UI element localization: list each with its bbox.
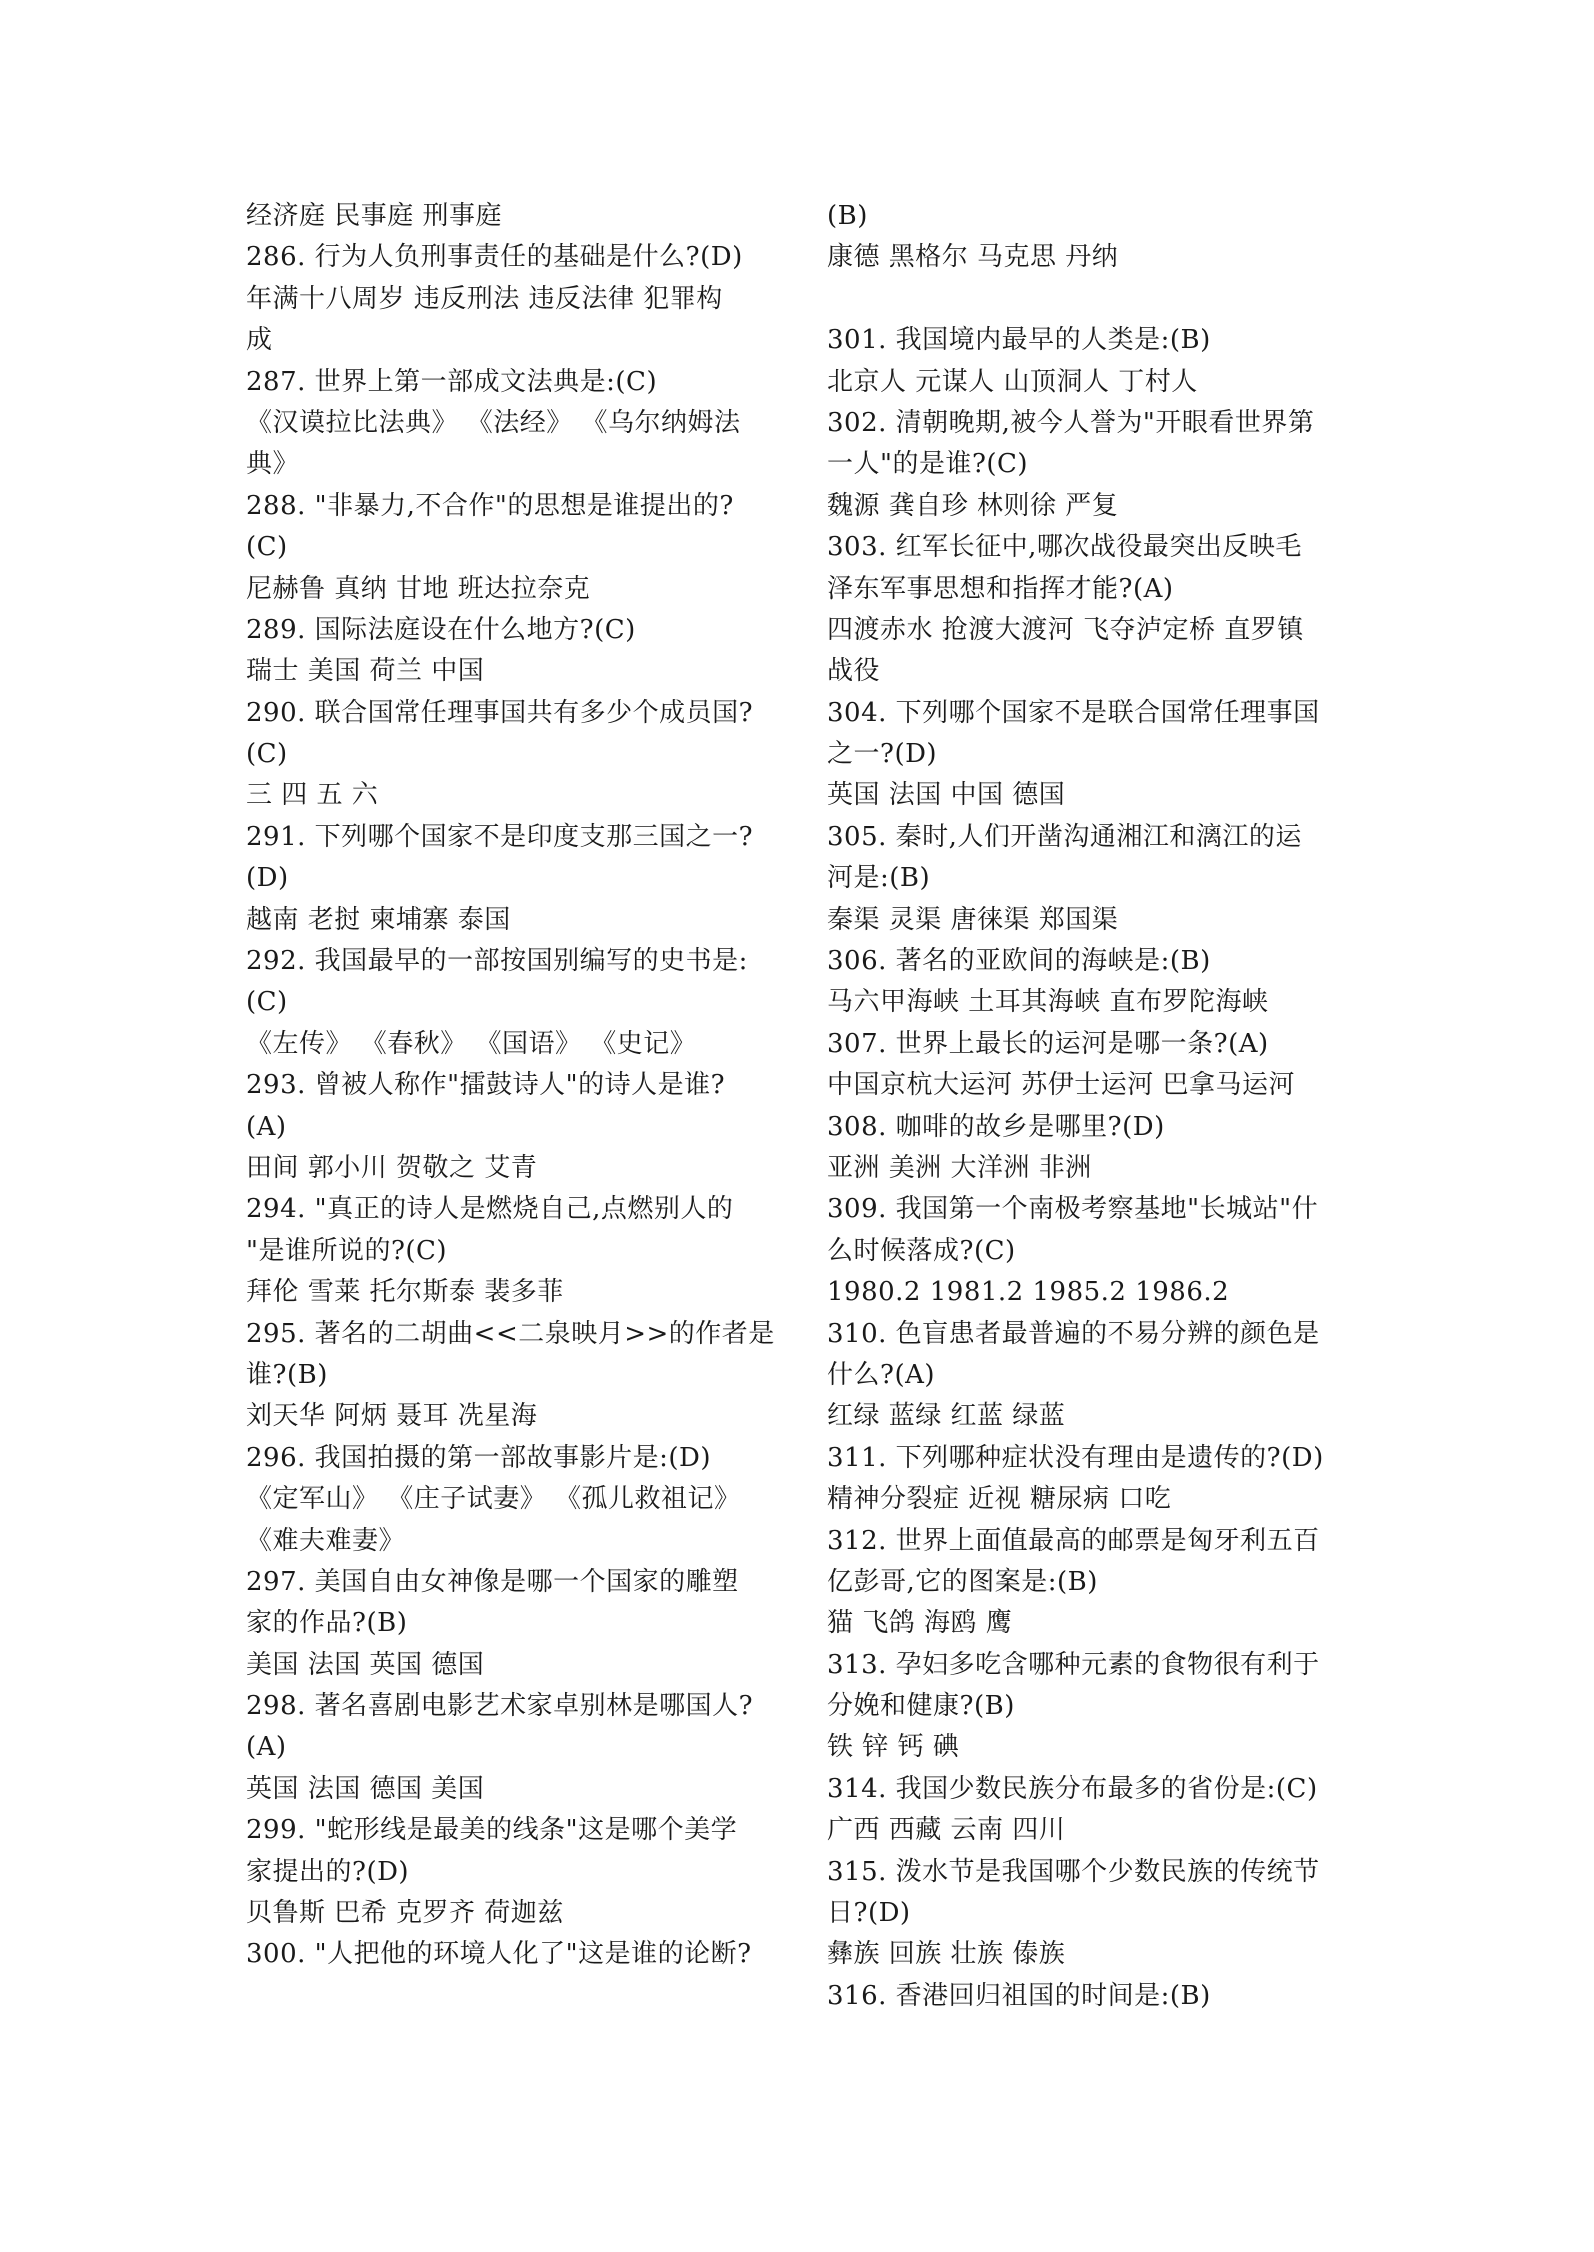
text-line: 田间 郭小川 贺敬之 艾青: [246, 1152, 538, 1183]
text-line: 刘天华 阿炳 聂耳 冼星海: [246, 1401, 538, 1432]
text-line: 么时候落成?(C): [827, 1235, 1016, 1266]
text-line: 战役: [827, 656, 881, 687]
text-line: 297. 美国自由女神像是哪一个国家的雕塑: [246, 1566, 739, 1597]
text-line: 经济庭 民事庭 刑事庭: [246, 201, 503, 231]
text-line: (C): [246, 739, 288, 770]
text-line: 英国 法国 中国 德国: [827, 780, 1066, 811]
text-line: 293. 曾被人称作"擂鼓诗人"的诗人是谁?: [246, 1070, 726, 1101]
text-line: 1980.2 1981.2 1985.2 1986.2: [827, 1277, 1230, 1308]
text-line: 295. 著名的二胡曲<<二泉映月>>的作者是: [246, 1318, 775, 1349]
text-line: (D): [246, 863, 289, 894]
text-line: 尼赫鲁 真纳 甘地 班达拉奈克: [246, 573, 591, 604]
text-line: 307. 世界上最长的运河是哪一条?(A): [827, 1028, 1269, 1059]
text-line: [827, 279, 1387, 320]
text-line: 《左传》 《春秋》 《国语》 《史记》: [246, 1028, 697, 1059]
text-line: 299. "蛇形线是最美的线条"这是哪个美学: [246, 1815, 738, 1846]
text-line: 红绿 蓝绿 红蓝 绿蓝: [827, 1401, 1066, 1432]
text-line: 典》: [246, 449, 300, 480]
text-line: 291. 下列哪个国家不是印度支那三国之一?: [246, 821, 754, 852]
text-line: 313. 孕妇多吃含哪种元素的食物很有利于: [827, 1649, 1320, 1680]
text-line: 306. 著名的亚欧间的海峡是:(B): [827, 946, 1211, 977]
text-line: 292. 我国最早的一部按国别编写的史书是:: [246, 946, 748, 977]
text-line: 三 四 五 六: [246, 780, 379, 811]
text-line: 《难夫难妻》: [246, 1525, 406, 1556]
text-line: 精神分裂症 近视 糖尿病 口吃: [827, 1484, 1172, 1515]
text-line: 谁?(B): [246, 1359, 328, 1390]
text-line: 288. "非暴力,不合作"的思想是谁提出的?: [246, 490, 734, 521]
text-line: 310. 色盲患者最普遍的不易分辨的颜色是: [827, 1318, 1320, 1349]
text-line: 301. 我国境内最早的人类是:(B): [827, 325, 1211, 356]
text-line: 之一?(D): [827, 739, 938, 770]
text-line: 分娩和健康?(B): [827, 1691, 1015, 1722]
text-line: 287. 世界上第一部成文法典是:(C): [246, 366, 658, 397]
text-line: 304. 下列哪个国家不是联合国常任理事国: [827, 697, 1320, 728]
text-line: 英国 法国 德国 美国: [246, 1773, 485, 1804]
text-line: 《汉谟拉比法典》 《法经》 《乌尔纳姆法: [246, 407, 741, 438]
text-line: 猫 飞鸽 海鸥 鹰: [827, 1608, 1013, 1639]
text-line: (B): [827, 201, 868, 231]
text-line: 成: [246, 325, 273, 356]
text-line: 312. 世界上面值最高的邮票是匈牙利五百: [827, 1525, 1320, 1556]
right-column: [827, 196, 1387, 2017]
text-line: (C): [246, 532, 288, 563]
text-line: 亿彭哥,它的图案是:(B): [827, 1566, 1098, 1597]
text-line: 家的作品?(B): [246, 1608, 408, 1639]
text-line: 305. 秦时,人们开凿沟通湘江和漓江的运: [827, 821, 1302, 852]
text-line: 一人"的是谁?(C): [827, 449, 1029, 480]
text-line: 316. 香港回归祖国的时间是:(B): [827, 1980, 1211, 2011]
text-line: 308. 咖啡的故乡是哪里?(D): [827, 1111, 1165, 1142]
text-line: 马六甲海峡 土耳其海峡 直布罗陀海峡: [827, 987, 1269, 1018]
text-line: 300. "人把他的环境人化了"这是谁的论断?: [246, 1939, 752, 1970]
text-line: 294. "真正的诗人是燃烧自己,点燃别人的: [246, 1194, 734, 1225]
text-line: "是谁所说的?(C): [246, 1235, 448, 1266]
text-line: 美国 法国 英国 德国: [246, 1649, 485, 1680]
left-column: [246, 196, 806, 1976]
text-line: 铁 锌 钙 碘: [827, 1732, 960, 1763]
text-line: 拜伦 雪莱 托尔斯泰 裴多菲: [246, 1277, 564, 1308]
text-line: 296. 我国拍摄的第一部故事影片是:(D): [246, 1442, 712, 1473]
text-line: 四渡赤水 抢渡大渡河 飞夺泸定桥 直罗镇: [827, 614, 1304, 645]
text-line: 彝族 回族 壮族 傣族: [827, 1939, 1066, 1970]
text-line: 魏源 龚自珍 林则徐 严复: [827, 490, 1119, 521]
text-line: 北京人 元谋人 山顶洞人 丁村人: [827, 366, 1198, 397]
text-line: 311. 下列哪种症状没有理由是遗传的?(D): [827, 1442, 1324, 1473]
text-line: 中国京杭大运河 苏伊士运河 巴拿马运河: [827, 1070, 1296, 1101]
text-line: 康德 黑格尔 马克思 丹纳: [827, 242, 1119, 273]
text-line: 289. 国际法庭设在什么地方?(C): [246, 614, 636, 645]
text-line: 年满十八周岁 违反刑法 违反法律 犯罪构: [246, 283, 723, 314]
text-line: (C): [246, 987, 288, 1018]
text-line: 302. 清朝晚期,被今人誉为"开眼看世界第: [827, 407, 1315, 438]
text-line: 河是:(B): [827, 863, 931, 894]
text-line: 泽东军事思想和指挥才能?(A): [827, 573, 1174, 604]
text-line: 家提出的?(D): [246, 1856, 410, 1887]
text-line: 日?(D): [827, 1898, 911, 1929]
text-line: 什么?(A): [827, 1359, 936, 1390]
text-line: 286. 行为人负刑事责任的基础是什么?(D): [246, 242, 743, 273]
text-line: 290. 联合国常任理事国共有多少个成员国?: [246, 697, 754, 728]
text-line: 303. 红军长征中,哪次战役最突出反映毛: [827, 532, 1302, 563]
text-line: 《定军山》 《庄子试妻》 《孤儿救祖记》: [246, 1484, 741, 1515]
text-line: 298. 著名喜剧电影艺术家卓别林是哪国人?: [246, 1691, 754, 1722]
text-line: 亚洲 美洲 大洋洲 非洲: [827, 1152, 1092, 1183]
text-line: 广西 西藏 云南 四川: [827, 1815, 1066, 1846]
text-line: 秦渠 灵渠 唐徕渠 郑国渠: [827, 904, 1119, 935]
text-line: 309. 我国第一个南极考察基地"长城站"什: [827, 1194, 1319, 1225]
text-line: (A): [246, 1732, 287, 1763]
text-line: 贝鲁斯 巴希 克罗齐 荷迦兹: [246, 1898, 564, 1929]
text-line: 瑞士 美国 荷兰 中国: [246, 656, 485, 687]
text-line: 314. 我国少数民族分布最多的省份是:(C): [827, 1773, 1318, 1804]
text-line: (A): [246, 1111, 287, 1142]
text-line: 越南 老挝 柬埔寨 泰国: [246, 904, 511, 935]
text-line: 315. 泼水节是我国哪个少数民族的传统节: [827, 1856, 1320, 1887]
